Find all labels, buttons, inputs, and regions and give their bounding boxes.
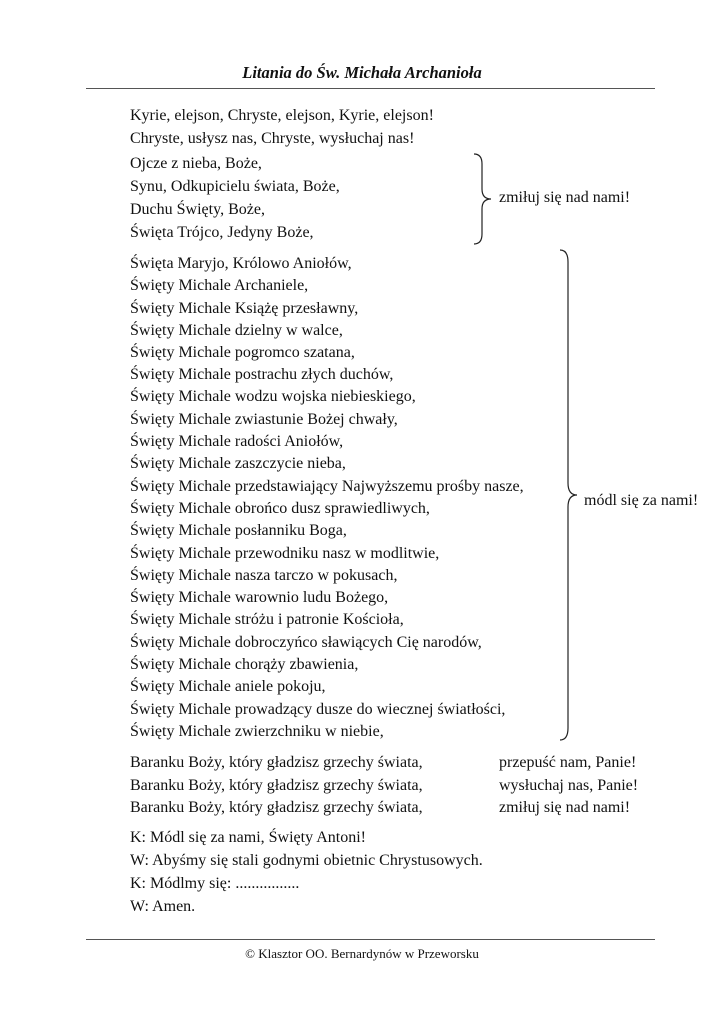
agnus-line: Baranku Boży, który gładzisz grzechy świata,	[130, 754, 423, 771]
trinity-line: Ojcze z nieba, Boże,	[130, 155, 262, 172]
page-title: Litania do Św. Michała Archanioła	[242, 63, 482, 82]
agnus-line: Baranku Boży, który gładzisz grzechy świata,	[130, 777, 423, 794]
closing-line: W: Abyśmy się stali godnymi obietnic Chrystusowych.	[130, 852, 483, 869]
invocation-line: Święty Michale dzielny w walce,	[130, 322, 343, 339]
invocation-line: Święty Michale zwiastunie Bożej chwały,	[130, 411, 398, 428]
invocation-line: Święty Michale pogromco szatana,	[130, 344, 355, 361]
bottom-rule	[86, 939, 655, 940]
invocation-line: Święty Michale radości Aniołów,	[130, 433, 344, 450]
agnus-line: Baranku Boży, który gładzisz grzechy świata,	[130, 799, 423, 816]
invocation-line: Święty Michale zwierzchniku w niebie,	[130, 723, 384, 740]
invocation-line: Święty Michale postrachu złych duchów,	[130, 366, 394, 383]
invocation-line: Święty Michale prowadzący dusze do wiecznej światłości,	[130, 701, 506, 718]
trinity-line: Synu, Odkupicielu świata, Boże,	[130, 178, 340, 195]
trinity-response: zmiłuj się nad nami!	[499, 189, 631, 206]
closing-line: W: Amen.	[130, 898, 196, 915]
invocation-line: Święty Michale obrońco dusz sprawiedliwych,	[130, 500, 430, 517]
invocation-line: Święty Michale nasza tarczo w pokusach,	[130, 567, 398, 584]
invocation-line: Święty Michale wodzu wojska niebieskiego,	[130, 388, 416, 405]
trinity-line: Duchu Święty, Boże,	[130, 201, 265, 218]
invocation-line: Święty Michale stróżu i patronie Kościoła,	[130, 611, 404, 628]
trinity-brace	[470, 152, 494, 246]
agnus-response: wysłuchaj nas, Panie!	[499, 777, 639, 794]
agnus-response: zmiłuj się nad nami!	[499, 799, 631, 816]
invocation-line: Święty Michale zaszczycie nieba,	[130, 455, 346, 472]
invocation-line: Święty Michale chorąży zbawienia,	[130, 656, 359, 673]
agnus-response: przepuść nam, Panie!	[499, 754, 637, 771]
invocation-line: Święty Michale aniele pokoju,	[130, 678, 326, 695]
invocation-line: Święty Michale warownio ludu Bożego,	[130, 589, 389, 606]
invocations-response: módl się za nami!	[584, 492, 699, 509]
closing-line: K: Módl się za nami, Święty Antoni!	[130, 829, 366, 846]
invocation-line: Święta Maryjo, Królowo Aniołów,	[130, 255, 352, 272]
intro-line: Chryste, usłysz nas, Chryste, wysłuchaj nas!	[130, 130, 415, 147]
invocation-line: Święty Michale przedstawiający Najwyższemu prośby nasze,	[130, 478, 524, 495]
trinity-line: Święta Trójco, Jedyny Boże,	[130, 224, 314, 241]
invocation-line: Święty Michale dobroczyńco sławiących Cię narodów,	[130, 634, 482, 651]
invocation-line: Święty Michale posłanniku Boga,	[130, 522, 347, 539]
invocation-line: Święty Michale Książę przesławny,	[130, 300, 359, 317]
intro-line: Kyrie, elejson, Chryste, elejson, Kyrie, elejson!	[130, 107, 434, 124]
invocation-line: Święty Michale Archaniele,	[130, 277, 309, 294]
invocations-brace	[556, 248, 580, 742]
footer-text: © Klasztor OO. Bernardynów w Przeworsku	[245, 946, 479, 961]
top-rule	[86, 88, 655, 89]
closing-line: K: Módlmy się: ................	[130, 875, 300, 892]
invocation-line: Święty Michale przewodniku nasz w modlitwie,	[130, 545, 440, 562]
